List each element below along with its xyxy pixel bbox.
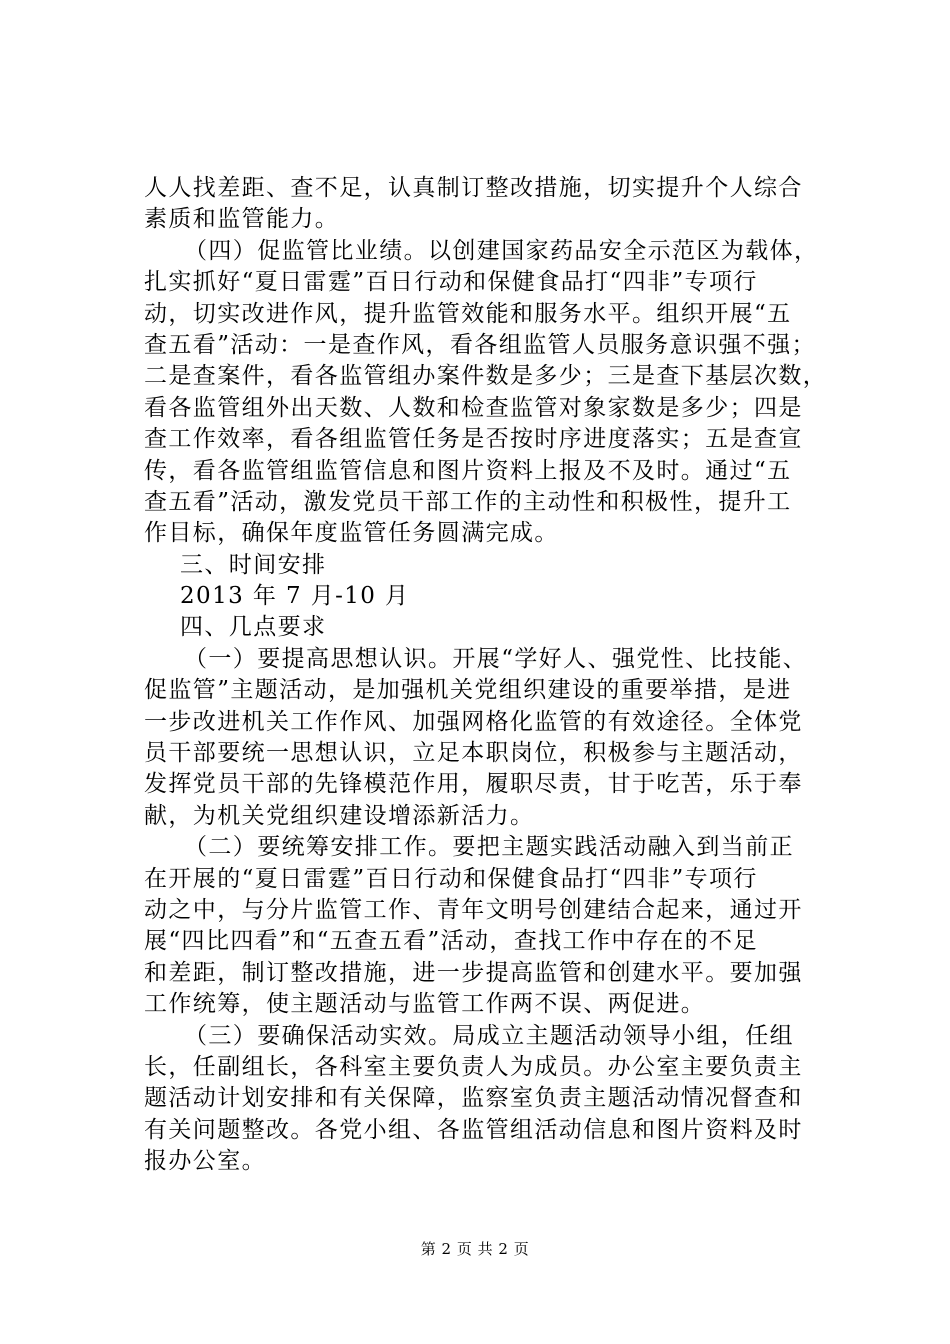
paragraph-line: （四）促监管比业绩。以创建国家药品安全示范区为载体， (184, 237, 819, 264)
paragraph-line: 发挥党员干部的先锋模范作用，履职尽责，甘于吃苦，乐于奉 (144, 771, 803, 798)
paragraph-line: 人人找差距、查不足，认真制订整改措施，切实提升个人综合 (144, 175, 803, 201)
paragraph-line: 一步改进机关工作作风、加强网格化监管的有效途径。全体党 (144, 708, 803, 735)
paragraph-line: （二）要统筹安排工作。要把主题实践活动融入到当前正 (184, 834, 794, 861)
paragraph-line: 长，任副组长，各科室主要负责人为成员。办公室主要负责主 (144, 1053, 803, 1080)
paragraph-line: 员干部要统一思想认识，立足本职岗位，积极参与主题活动， (144, 740, 803, 767)
paragraph-line: 看各监管组外出天数、人数和检查监管对象家数是多少；四是 (144, 394, 803, 421)
document-body (144, 173, 834, 1178)
paragraph-line: 献，为机关党组织建设增添新活力。 (144, 802, 535, 829)
paragraph-line: （一）要提高思想认识。开展“学好人、强党性、比技能、 (184, 645, 808, 672)
page-number-footer: 第 2 页 共 2 页 (420, 1240, 530, 1258)
paragraph-line: 展“四比四看”和“五查五看”活动，查找工作中存在的不足 (144, 928, 758, 955)
paragraph-line: 和差距，制订整改措施，进一步提高监管和创建水平。要加强 (144, 959, 803, 986)
paragraph-line: 动之中，与分片监管工作、青年文明号创建结合起来，通过开 (144, 896, 803, 923)
paragraph-line: 素质和监管能力。 (144, 206, 340, 233)
paragraph-line: 查五看”活动：一是查作风，看各组监管人员服务意识强不强； (144, 331, 816, 358)
paragraph-line: 二是查案件，看各监管组办案件数是多少；三是查下基层次数， (144, 363, 828, 390)
paragraph-line: 查五看”活动，激发党员干部工作的主动性和积极性，提升工 (144, 488, 792, 515)
paragraph-line: 报办公室。 (144, 1148, 266, 1175)
paragraph-line: （三）要确保活动实效。局成立主题活动领导小组，任组 (184, 1022, 794, 1049)
schedule-date: 2013 年 7 月-10 月 (180, 583, 410, 610)
paragraph-line: 工作统筹，使主题活动与监管工作两不误、两促进。 (144, 991, 706, 1018)
paragraph-line: 有关问题整改。各党小组、各监管组活动信息和图片资料及时 (144, 1116, 803, 1143)
paragraph-line: 在开展的“夏日雷霆”百日行动和保健食品打“四非”专项行 (144, 865, 758, 892)
paragraph-line: 动，切实改进作风，提升监管效能和服务水平。组织开展“五 (144, 300, 792, 327)
paragraph-line: 促监管”主题活动，是加强机关党组织建设的重要举措，是进 (144, 677, 792, 704)
section-heading: 四、几点要求 (180, 614, 327, 641)
paragraph-line: 作目标，确保年度监管任务圆满完成。 (144, 520, 559, 547)
section-heading: 三、时间安排 (180, 551, 327, 578)
paragraph-line: 题活动计划安排和有关保障，监察室负责主题活动情况督查和 (144, 1085, 803, 1112)
paragraph-line: 传，看各监管组监管信息和图片资料上报及不及时。通过“五 (144, 457, 792, 484)
paragraph-line: 扎实抓好“夏日雷霆”百日行动和保健食品打“四非”专项行 (144, 269, 758, 296)
paragraph-line: 查工作效率，看各组监管任务是否按时序进度落实；五是查宣 (144, 426, 803, 453)
